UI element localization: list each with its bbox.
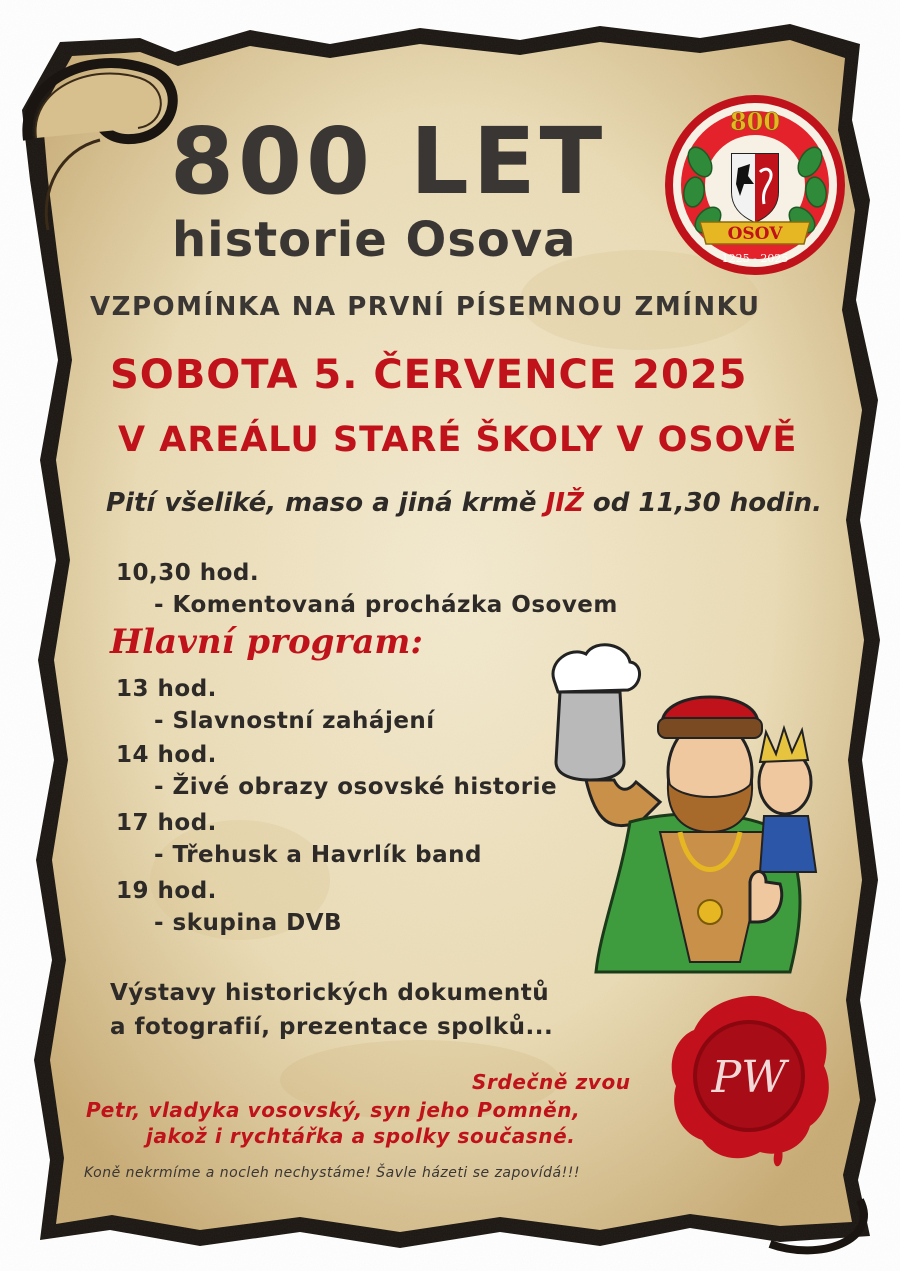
remembrance-line: VZPOMÍNKA NA PRVNÍ PÍSEMNOU ZMÍNKU [90,292,761,322]
drinks-before: Pití všeliké, maso a jiná krmě [106,488,537,518]
program-event: - Živé obrazy osovské historie [154,774,558,800]
invitation-line-3: jakož i rychtářka a spolky současné. [146,1124,576,1148]
poster-title: 800 LET [170,108,607,215]
exhibition-line-2: a fotografií, prezentace spolků... [110,1014,554,1040]
main-program-heading: Hlavní program: [110,622,423,662]
poster-subtitle: historie Osova [172,212,577,268]
drinks-line [106,488,822,518]
program-event: - Slavnostní zahájení [154,708,435,734]
emblem-top-text: 800 [729,107,781,136]
pre-program-time: 10,30 hod. [116,560,260,586]
wax-seal [664,990,834,1170]
program-time: 17 hod. [116,810,217,836]
program-time: 19 hod. [116,878,217,904]
medieval-man-with-beer-illustration [540,632,840,992]
osov-emblem [660,92,850,278]
program-time: 13 hod. [116,676,217,702]
drinks-highlight: JIŽ [545,488,584,518]
program-event: - skupina DVB [154,910,343,936]
pre-program-item: - Komentovaná procházka Osovem [154,592,618,618]
program-event: - Třehusk a Havrlík band [154,842,482,868]
emblem-name: OSOV [727,224,783,244]
event-date: SOBOTA 5. ČERVENCE 2025 [110,352,748,398]
exhibition-line-1: Výstavy historických dokumentů [110,980,550,1006]
invitation-line-2: Petr, vladyka vosovský, syn jeho Pomněn, [86,1098,581,1122]
drinks-after: od 11,30 hodin. [592,488,822,518]
seal-monogram: PW [711,1052,787,1103]
program-time: 14 hod. [116,742,217,768]
emblem-years: 1225 - 2025 [721,252,789,265]
event-venue: V AREÁLU STARÉ ŠKOLY V OSOVĚ [118,420,798,460]
invitation-line-1: Srdečně zvou [472,1070,631,1094]
footer-note: Koně nekrmíme a nocleh nechystáme! Šavle házeti se zapovídá!!! [84,1165,580,1181]
